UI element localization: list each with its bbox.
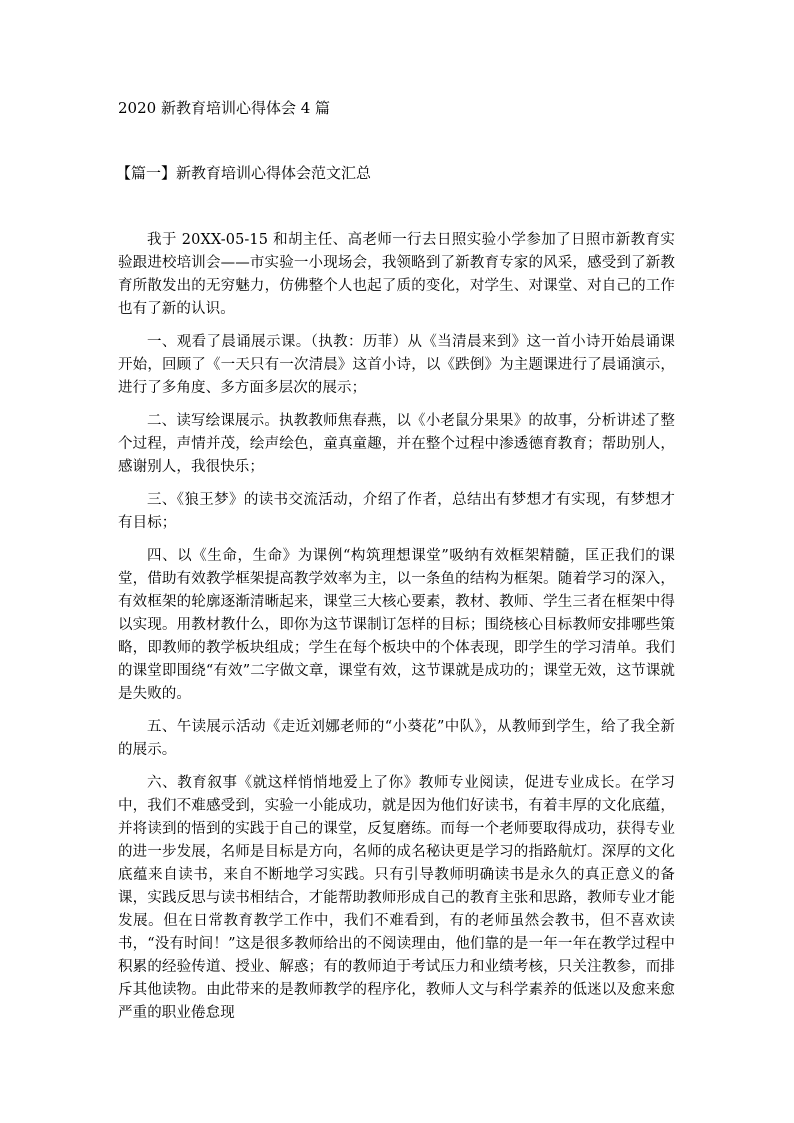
paragraph-item-6: 六、教育叙事《就这样悄悄地爱上了你》教师专业阅读，促进专业成长。在学习中，我们不难感受到，实验一小能成功，就是因为他们好读书，有着丰厚的文化底蕴，并将读到的悟到的实践于自己的课堂，反复磨练。而每一个老师要取得成功，获得专业的进一步发展，名师是目标是方向，名师的成名秘诀更是学习的指路航灯。深厚的文化底蕴来自读书，来自不断地学习实践。只有引导教师明确读书是永久的真正意义的备课，实践反思与读书相结合，才能帮助教师形成自己的教育主张和思路，教师专业才能发展。但在日常教育教学工作中，我们不难看到，有的老师虽然会教书，但不喜欢读书，“没有时间！”这是很多教师给出的不阅读理由，他们靠的是一年一年在教学过程中积累的经验传道、授业、解惑；有的教师迫于考试压力和业绩考核，只关注教参，而排斥其他读物。由此带来的是教师教学的程序化，教师人文与科学素养的低迷以及愈来愈严重的职业倦怠现 [118,775,675,1021]
paragraph-item-3: 三、《狼王梦》的读书交流活动，介绍了作者，总结出有梦想才有实现，有梦想才有目标； [118,492,675,531]
paragraph-intro: 我于 20XX-05-15 和胡主任、高老师一行去日照实验小学参加了日照市新教育实验跟进校培训会——市实验一小现场会，我领略到了新教育专家的风采，感受到了新教育所散发出的无穷魅力，仿佛整个人也起了质的变化，对学生、对课堂、对自己的工作也有了新的认识。 [118,232,675,317]
paragraph-item-5: 五、午读展示活动《走近刘娜老师的“小葵花”中队》，从教师到学生，给了我全新的展示。 [118,719,675,758]
document-body [118,229,675,1035]
document-title: 2020 新教育培训心得体会 4 篇 [118,99,331,117]
paragraph-item-1: 一、观看了晨诵展示课。（执教：历菲）从《当清晨来到》这一首小诗开始晨诵课开始，回顾了《一天只有一次清晨》这首小诗，以《跌倒》为主题课进行了晨诵演示，进行了多角度、多方面多层次的展示； [118,334,675,396]
section-heading: 【篇一】新教育培训心得体会范文汇总 [116,164,372,182]
paragraph-item-2: 二、读写绘课展示。执教教师焦春燕，以《小老鼠分果果》的故事，分析讲述了整个过程，声情并茂，绘声绘色，童真童趣，并在整个过程中渗透德育教育；帮助别人，感谢别人，我很快乐； [118,413,675,475]
paragraph-item-4: 四、以《生命，生命》为课例“构筑理想课堂”吸纳有效框架精髓，匡正我们的课堂，借助有效教学框架提高教学效率为主，以一条鱼的结构为框架。随着学习的深入，有效框架的轮廓逐渐清晰起来，课堂三大核心要素，教材、教师、学生三者在框架中得以实现。用教材教什么，即你为这节课制订怎样的目标；围绕核心目标教师安排哪些策略，即教师的教学板块组成；学生在每个板块中的个体表现，即学生的学习清单。我们的课堂即围绕“有效”二字做文章，课堂有效，这节课就是成功的；课堂无效，这节课就是失败的。 [118,548,675,702]
